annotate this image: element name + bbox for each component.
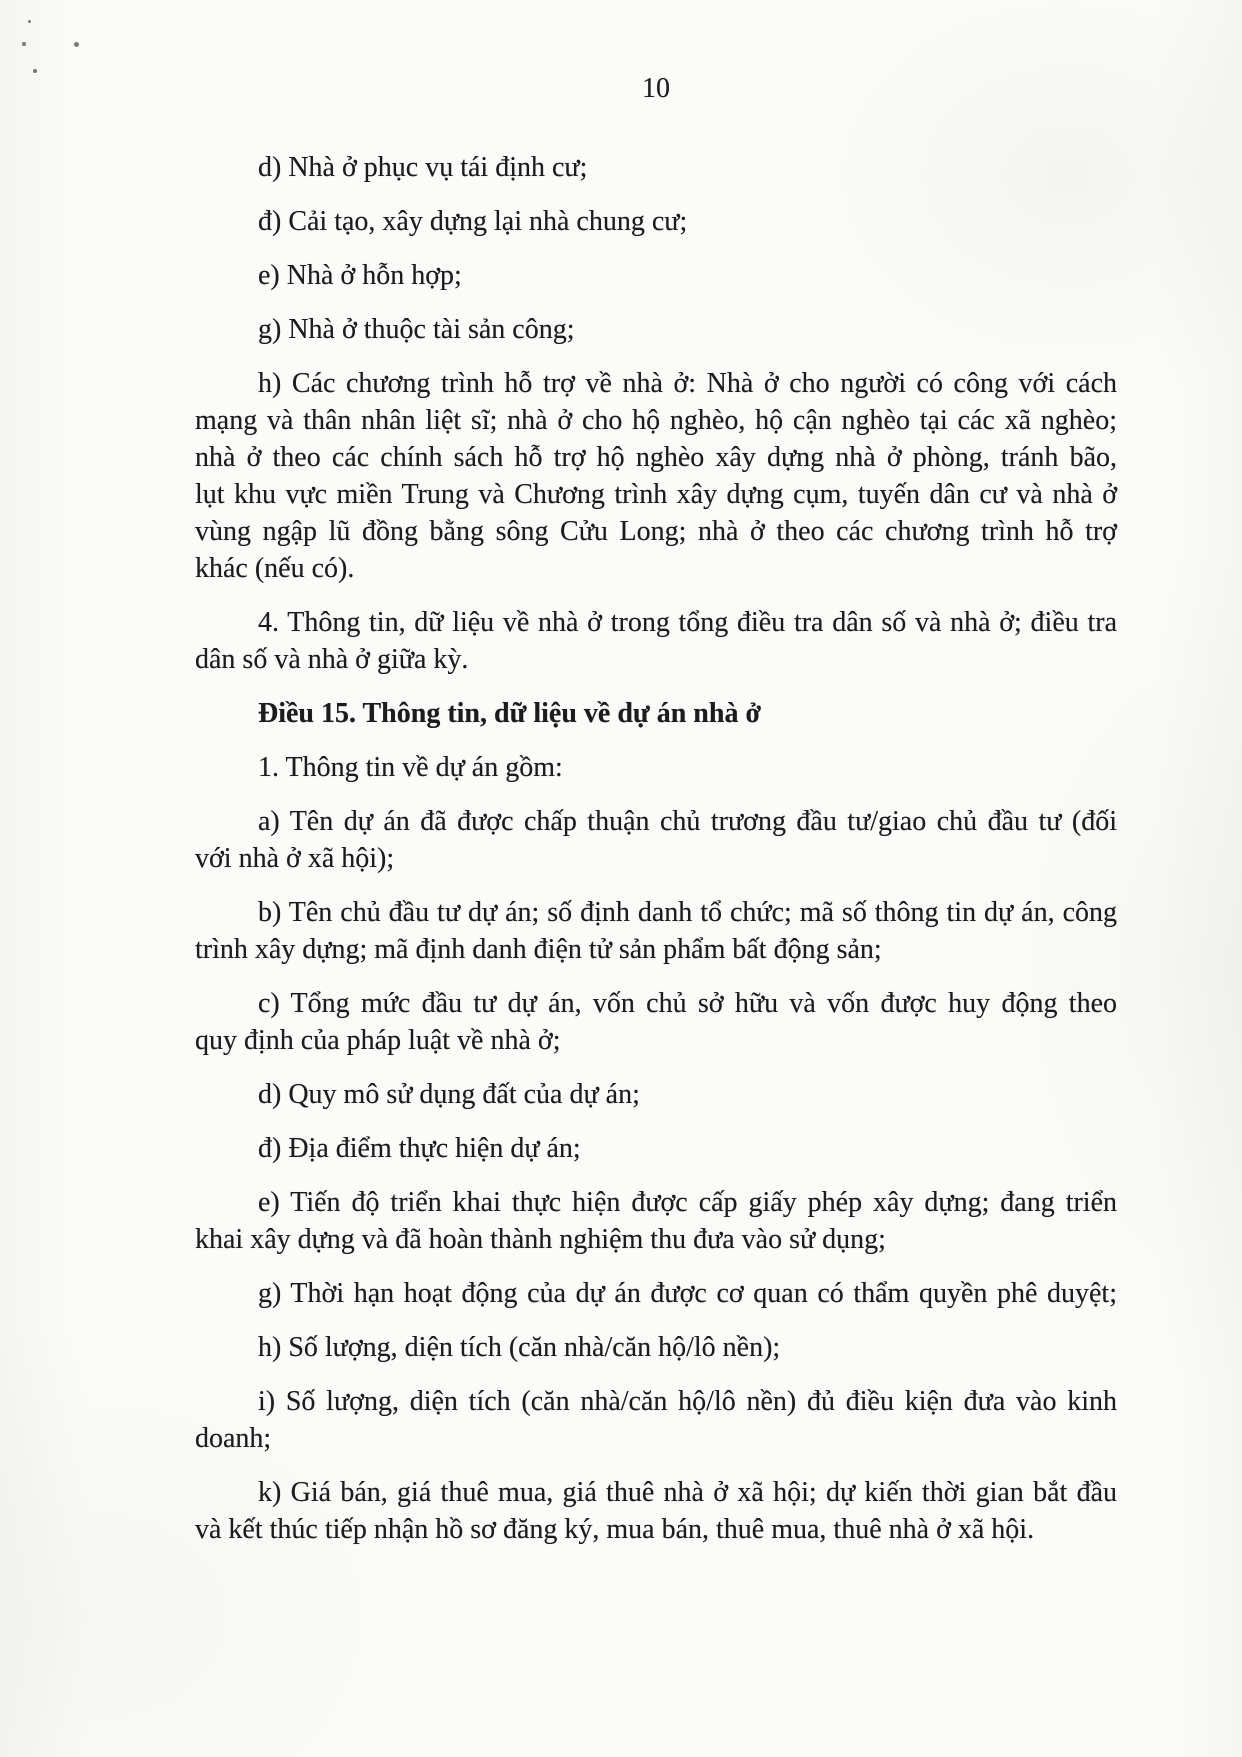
paragraph-clause-4 (195, 604, 1117, 678)
paragraph-item-g (195, 311, 1117, 348)
text-line: e) Tiến độ triển khai thực hiện được cấp giấy phép xây dựng; đang triển (258, 1187, 1117, 1218)
text-line: đ) Địa điểm thực hiện dự án; (258, 1133, 581, 1164)
text-line: e) Nhà ở hỗn hợp; (258, 260, 462, 291)
text-line: k) Giá bán, giá thuê mua, giá thuê nhà ở xã hội; dự kiến thời gian bắt đầu (258, 1477, 1117, 1508)
paragraph-item-h (195, 365, 1117, 587)
paragraph-item-a (195, 803, 1117, 877)
text-line: mạng và thân nhân liệt sĩ; nhà ở cho hộ nghèo, hộ cận nghèo tại các xã nghèo; (195, 405, 1117, 436)
paragraph-item-d2 (195, 1076, 1117, 1113)
scan-speck (22, 42, 26, 46)
text-line: với nhà ở xã hội); (195, 843, 395, 874)
paragraph-article-15-heading (195, 695, 1117, 732)
paragraph-item-g2 (195, 1275, 1117, 1312)
text-line: doanh; (195, 1423, 272, 1454)
text-line: quy định của pháp luật về nhà ở; (195, 1025, 561, 1056)
text-line: lụt khu vực miền Trung và Chương trình xây dựng cụm, tuyến dân cư và nhà ở (195, 479, 1117, 510)
document-body (195, 149, 1117, 1565)
text-line: dân số và nhà ở giữa kỳ. (195, 644, 469, 675)
paragraph-item-dd (195, 203, 1117, 240)
text-line: g) Thời hạn hoạt động của dự án được cơ quan có thẩm quyền phê duyệt; (258, 1278, 1117, 1309)
text-line: g) Nhà ở thuộc tài sản công; (258, 314, 575, 345)
text-line: i) Số lượng, diện tích (căn nhà/căn hộ/lô nền) đủ điều kiện đưa vào kinh (258, 1386, 1117, 1417)
scan-speck (33, 69, 37, 73)
text-line: h) Các chương trình hỗ trợ về nhà ở: Nhà ở cho người có công với cách (258, 368, 1117, 399)
text-line: khác (nếu có). (195, 553, 355, 584)
scan-speck (28, 20, 31, 23)
text-line: b) Tên chủ đầu tư dự án; số định danh tổ chức; mã số thông tin dự án, công (258, 897, 1117, 928)
text-line: a) Tên dự án đã được chấp thuận chủ trương đầu tư/giao chủ đầu tư (đối (258, 806, 1117, 837)
paragraph-item-h2 (195, 1329, 1117, 1366)
paragraph-item-i (195, 1383, 1117, 1457)
scan-speck (74, 42, 79, 47)
paragraph-item-e (195, 257, 1117, 294)
text-line: 1. Thông tin về dự án gồm: (258, 752, 563, 783)
text-line: d) Nhà ở phục vụ tái định cư; (258, 152, 588, 183)
text-line: và kết thúc tiếp nhận hồ sơ đăng ký, mua bán, thuê mua, thuê nhà ở xã hội. (195, 1514, 1035, 1545)
text-line: Điều 15. Thông tin, dữ liệu về dự án nhà ở (258, 698, 761, 729)
paragraph-item-c (195, 985, 1117, 1059)
paragraph-item-b (195, 894, 1117, 968)
text-line: khai xây dựng và đã hoàn thành nghiệm thu đưa vào sử dụng; (195, 1224, 886, 1255)
text-line: trình xây dựng; mã định danh điện tử sản phẩm bất động sản; (195, 934, 882, 965)
text-line: vùng ngập lũ đồng bằng sông Cửu Long; nhà ở theo các chương trình hỗ trợ (195, 516, 1117, 547)
page-number: 10 (642, 73, 670, 104)
text-line: c) Tổng mức đầu tư dự án, vốn chủ sở hữu và vốn được huy động theo (258, 988, 1117, 1019)
text-line: d) Quy mô sử dụng đất của dự án; (258, 1079, 640, 1110)
text-line: 4. Thông tin, dữ liệu về nhà ở trong tổng điều tra dân số và nhà ở; điều tra (258, 607, 1117, 638)
text-line: đ) Cải tạo, xây dựng lại nhà chung cư; (258, 206, 688, 237)
paragraph-item-d (195, 149, 1117, 186)
text-line: h) Số lượng, diện tích (căn nhà/căn hộ/lô nền); (258, 1332, 781, 1363)
paragraph-item-e2 (195, 1184, 1117, 1258)
paragraph-item-k (195, 1474, 1117, 1548)
text-line: nhà ở theo các chính sách hỗ trợ hộ nghèo xây dựng nhà ở phòng, tránh bão, (195, 442, 1117, 473)
paragraph-item-dd2 (195, 1130, 1117, 1167)
paragraph-clause-1 (195, 749, 1117, 786)
